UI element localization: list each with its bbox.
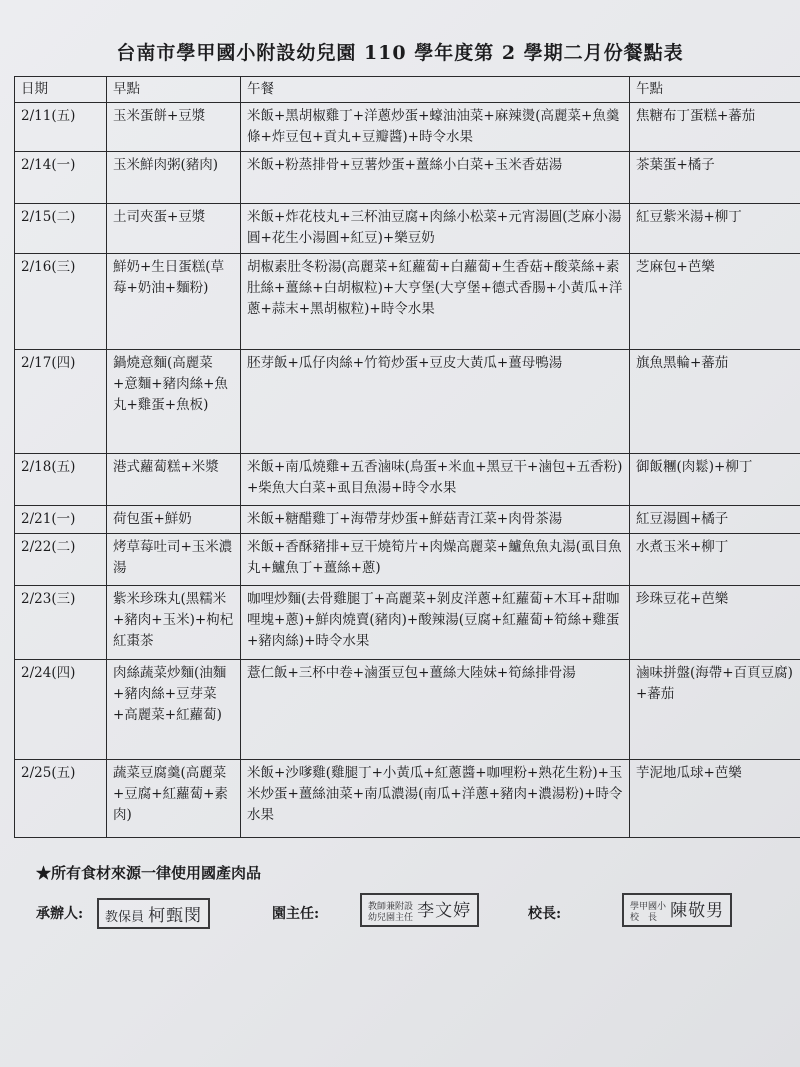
date-cell: 2/15(二): [15, 204, 107, 254]
header-snack: 午點: [630, 77, 800, 103]
breakfast-cell: 肉絲蔬菜炒麵(油麵+豬肉絲+豆芽菜+高麗菜+紅蘿蔔): [107, 660, 241, 760]
menu-table: [14, 76, 800, 838]
lunch-cell: 米飯+沙嗲雞(雞腿丁+小黃瓜+紅蔥醬+咖哩粉+熟花生粉)+玉米炒蛋+薑絲油菜+南瓜濃湯(南瓜+洋蔥+豬肉+濃湯粉)+時令水果: [241, 760, 630, 838]
director-stamp: [360, 893, 479, 927]
table-row: [15, 254, 800, 350]
header-breakfast: 早點: [107, 77, 241, 103]
principal-stamp: [622, 893, 732, 927]
table-row: [15, 586, 800, 660]
header-date: 日期: [15, 77, 107, 103]
lunch-cell: 米飯+黑胡椒雞丁+洋蔥炒蛋+蠔油油菜+麻辣燙(高麗菜+魚羹條+炸豆包+貢丸+豆瓣醬)+時令水果: [241, 103, 630, 152]
breakfast-cell: 荷包蛋+鮮奶: [107, 506, 241, 534]
director-stamp-title-1: 教師兼附設: [368, 901, 414, 912]
director-label: 園主任:: [272, 906, 320, 922]
director-stamp-name: 李文婷: [417, 901, 472, 921]
breakfast-cell: 紫米珍珠丸(黑糯米+豬肉+玉米)+枸杞紅棗茶: [107, 586, 241, 660]
snack-cell: 御飯糰(肉鬆)+柳丁: [630, 454, 800, 506]
director-stamp-title: [368, 902, 413, 924]
snack-cell: 滷味拼盤(海帶+百頁豆腐)+蕃茄: [630, 660, 800, 760]
breakfast-cell: 土司夾蛋+豆漿: [107, 204, 241, 254]
date-cell: 2/14(一): [15, 152, 107, 204]
snack-cell: 旗魚黑輪+蕃茄: [630, 350, 800, 454]
breakfast-cell: 鍋燒意麵(高麗菜+意麵+豬肉絲+魚丸+雞蛋+魚板): [107, 350, 241, 454]
date-cell: 2/22(二): [15, 534, 107, 586]
lunch-cell: 胚芽飯+瓜仔肉絲+竹筍炒蛋+豆皮大黃瓜+薑母鴨湯: [241, 350, 630, 454]
handler-stamp: [97, 898, 210, 929]
header-lunch: 午餐: [241, 77, 630, 103]
lunch-cell: 米飯+南瓜燒雞+五香滷味(鳥蛋+米血+黑豆干+滷包+五香粉)+柴魚大白菜+虱目魚湯+時令水果: [241, 454, 630, 506]
lunch-cell: 咖哩炒麵(去骨雞腿丁+高麗菜+剝皮洋蔥+紅蘿蔔+木耳+甜咖哩塊+蔥)+鮮肉燒賣(豬肉)+酸辣湯(豆腐+紅蘿蔔+筍絲+雞蛋+豬肉絲)+時令水果: [241, 586, 630, 660]
table-row: [15, 103, 800, 152]
date-cell: 2/18(五): [15, 454, 107, 506]
principal-stamp-title-2: 校 長: [630, 912, 658, 923]
lunch-cell: 胡椒素肚冬粉湯(高麗菜+紅蘿蔔+白蘿蔔+生香菇+酸菜絲+素肚絲+薑絲+白胡椒粒)+大亨堡(大亨堡+德式香腸+小黃瓜+洋蔥+蒜末+黑胡椒粒)+時令水果: [241, 254, 630, 350]
breakfast-cell: 鮮奶+生日蛋糕(草莓+奶油+麵粉): [107, 254, 241, 350]
date-cell: 2/16(三): [15, 254, 107, 350]
date-cell: 2/23(三): [15, 586, 107, 660]
breakfast-cell: 港式蘿蔔糕+米漿: [107, 454, 241, 506]
handler-stamp-title: 教保員: [105, 910, 145, 925]
table-row: [15, 534, 800, 586]
table-row: [15, 506, 800, 534]
page-title: 台南市學甲國小附設幼兒園 110 學年度第 2 學期二月份餐點表: [116, 42, 684, 64]
principal-stamp-name: 陳敬男: [670, 901, 725, 921]
date-cell: 2/24(四): [15, 660, 107, 760]
breakfast-cell: 玉米蛋餅+豆漿: [107, 103, 241, 152]
handler-stamp-name: 柯甄閔: [148, 906, 203, 926]
table-row: [15, 660, 800, 760]
breakfast-cell: 蔬菜豆腐羹(高麗菜+豆腐+紅蘿蔔+素肉): [107, 760, 241, 838]
lunch-cell: 米飯+粉蒸排骨+豆薯炒蛋+薑絲小白菜+玉米香菇湯: [241, 152, 630, 204]
principal-label: 校長:: [528, 906, 562, 922]
breakfast-cell: 烤草莓吐司+玉米濃湯: [107, 534, 241, 586]
snack-cell: 水煮玉米+柳丁: [630, 534, 800, 586]
snack-cell: 紅豆紫米湯+柳丁: [630, 204, 800, 254]
table-row: [15, 350, 800, 454]
table-row: [15, 204, 800, 254]
snack-cell: 焦糖布丁蛋糕+蕃茄: [630, 103, 800, 152]
footnote: ★所有食材來源一律使用國產肉品: [36, 864, 262, 882]
principal-stamp-title-1: 學甲國小: [630, 901, 667, 912]
lunch-cell: 米飯+糖醋雞丁+海帶芽炒蛋+鮮菇青江菜+肉骨茶湯: [241, 506, 630, 534]
handler-label: 承辦人:: [36, 906, 84, 922]
lunch-cell: 米飯+炸花枝丸+三杯油豆腐+肉絲小松菜+元宵湯圓(芝麻小湯圓+花生小湯圓+紅豆)+樂豆奶: [241, 204, 630, 254]
snack-cell: 茶葉蛋+橘子: [630, 152, 800, 204]
date-cell: 2/21(一): [15, 506, 107, 534]
table-row: [15, 454, 800, 506]
snack-cell: 芝麻包+芭樂: [630, 254, 800, 350]
lunch-cell: 薏仁飯+三杯中卷+滷蛋豆包+薑絲大陸妹+筍絲排骨湯: [241, 660, 630, 760]
date-cell: 2/11(五): [15, 103, 107, 152]
snack-cell: 珍珠豆花+芭樂: [630, 586, 800, 660]
date-cell: 2/25(五): [15, 760, 107, 838]
table-row: [15, 152, 800, 204]
breakfast-cell: 玉米鮮肉粥(豬肉): [107, 152, 241, 204]
snack-cell: 芋泥地瓜球+芭樂: [630, 760, 800, 838]
principal-stamp-title: [630, 902, 666, 924]
header-row: [15, 77, 800, 103]
lunch-cell: 米飯+香酥豬排+豆干燒筍片+肉燥高麗菜+鱸魚魚丸湯(虱目魚丸+鱸魚丁+薑絲+蔥): [241, 534, 630, 586]
date-cell: 2/17(四): [15, 350, 107, 454]
director-stamp-title-2: 幼兒園主任: [368, 912, 414, 923]
table-row: [15, 760, 800, 838]
snack-cell: 紅豆湯圓+橘子: [630, 506, 800, 534]
